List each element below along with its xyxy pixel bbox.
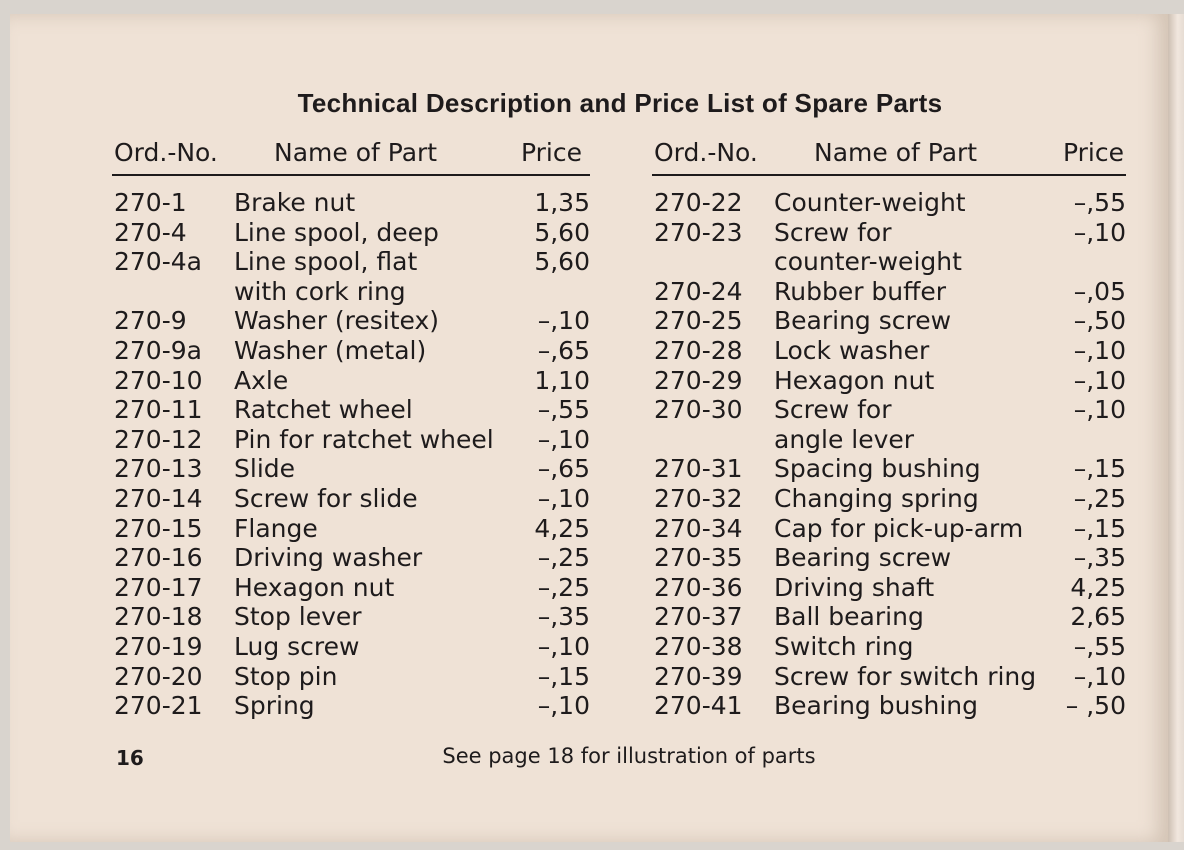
table-header bbox=[112, 136, 590, 176]
part-number: 270-1 bbox=[114, 188, 187, 217]
part-number: 270-17 bbox=[114, 572, 203, 602]
part-name: Cap for pick-up-arm bbox=[774, 513, 1024, 543]
table-row bbox=[652, 662, 1126, 692]
part-name: Axle bbox=[234, 365, 289, 395]
table-row bbox=[112, 662, 590, 692]
part-price: –,65 bbox=[537, 335, 590, 365]
table-row bbox=[652, 543, 1126, 573]
part-price: –,55 bbox=[537, 395, 590, 425]
part-price: –,15 bbox=[1073, 454, 1126, 484]
part-name: Hexagon nut bbox=[774, 365, 935, 395]
part-name: Driving washer bbox=[234, 543, 423, 573]
part-number: 270-34 bbox=[654, 513, 743, 543]
table-row bbox=[112, 691, 590, 721]
part-number: 270-10 bbox=[114, 365, 203, 395]
part-name: Screw for bbox=[774, 395, 892, 425]
header-name-of-part: Name of Part bbox=[274, 138, 438, 167]
part-number: 270-36 bbox=[654, 572, 743, 602]
part-number: 270-38 bbox=[654, 631, 743, 661]
part-number: 270-12 bbox=[114, 424, 203, 454]
part-number: 270-4 bbox=[114, 217, 187, 247]
part-number: 270-29 bbox=[654, 365, 743, 395]
part-name: Bearing screw bbox=[774, 543, 952, 573]
table-row bbox=[652, 632, 1126, 662]
header-price: Price bbox=[1063, 138, 1124, 167]
part-price: –,10 bbox=[1073, 335, 1126, 365]
table-row bbox=[112, 425, 590, 455]
table-row bbox=[112, 247, 590, 277]
part-price: 2,65 bbox=[1070, 602, 1126, 632]
table-row bbox=[652, 247, 1126, 277]
table-row bbox=[652, 366, 1126, 396]
part-name: Ratchet wheel bbox=[234, 395, 413, 425]
part-name: Washer (resitex) bbox=[234, 306, 440, 336]
table-row bbox=[112, 336, 590, 366]
part-price: –,10 bbox=[537, 691, 590, 721]
part-name: Lug screw bbox=[234, 631, 360, 661]
part-price: –,25 bbox=[537, 543, 590, 573]
table-row bbox=[652, 188, 1126, 218]
part-number: 270-13 bbox=[114, 454, 203, 484]
header-price: Price bbox=[521, 138, 582, 167]
table-row bbox=[652, 484, 1126, 514]
part-number: 270-32 bbox=[654, 483, 743, 513]
table-header bbox=[652, 136, 1126, 176]
table-row bbox=[112, 573, 590, 603]
part-number: 270-25 bbox=[654, 306, 743, 336]
table-row bbox=[112, 543, 590, 573]
part-number: 270-39 bbox=[654, 661, 743, 691]
part-number: 270-23 bbox=[654, 217, 743, 247]
footer-note: See page 18 for illustration of parts bbox=[442, 744, 816, 768]
table-row bbox=[652, 514, 1126, 544]
part-number: 270-20 bbox=[114, 661, 203, 691]
part-price: –,10 bbox=[537, 631, 590, 661]
part-price: –,15 bbox=[537, 661, 590, 691]
header-ord-no: Ord.-No. bbox=[654, 138, 758, 167]
part-number: 270-9a bbox=[114, 335, 202, 365]
table-row bbox=[652, 425, 1126, 455]
part-price: 5,60 bbox=[534, 247, 590, 277]
part-price: –,55 bbox=[1073, 188, 1126, 217]
table-row bbox=[652, 336, 1126, 366]
part-name: Bearing bushing bbox=[774, 691, 978, 721]
part-number: 270-35 bbox=[654, 543, 743, 573]
part-name: Flange bbox=[234, 513, 318, 543]
table-row bbox=[652, 573, 1126, 603]
part-name: Hexagon nut bbox=[234, 572, 395, 602]
part-number: 270-19 bbox=[114, 631, 203, 661]
part-price: –,15 bbox=[1073, 513, 1126, 543]
table-row bbox=[112, 484, 590, 514]
table-row bbox=[112, 632, 590, 662]
page-title: Technical Description and Price List of Spare Parts bbox=[297, 88, 943, 118]
table-row bbox=[112, 306, 590, 336]
part-price: –,25 bbox=[1073, 483, 1126, 513]
part-price: –,25 bbox=[537, 572, 590, 602]
table-row bbox=[112, 366, 590, 396]
part-price: –,10 bbox=[1073, 217, 1126, 247]
table-row bbox=[112, 188, 590, 218]
table-row bbox=[112, 454, 590, 484]
header-ord-no: Ord.-No. bbox=[114, 138, 218, 167]
part-name: Washer (metal) bbox=[234, 335, 427, 365]
table-row bbox=[112, 514, 590, 544]
part-number: 270-15 bbox=[114, 513, 203, 543]
table-row bbox=[652, 306, 1126, 336]
parts-table-right bbox=[652, 136, 1126, 721]
part-number: 270-37 bbox=[654, 602, 743, 632]
table-row bbox=[112, 218, 590, 248]
part-price: 4,25 bbox=[1070, 572, 1126, 602]
part-name: Stop pin bbox=[234, 661, 338, 691]
part-price: –,35 bbox=[537, 602, 590, 632]
part-number: 270-18 bbox=[114, 602, 203, 632]
part-price: 4,25 bbox=[534, 513, 590, 543]
part-price: –,10 bbox=[537, 424, 590, 454]
part-name: Pin for ratchet wheel bbox=[234, 424, 494, 454]
part-number: 270-11 bbox=[114, 395, 203, 425]
part-name: Brake nut bbox=[234, 188, 356, 217]
part-number: 270-24 bbox=[654, 276, 743, 306]
part-number: 270-30 bbox=[654, 395, 743, 425]
table-row bbox=[112, 277, 590, 307]
part-number: 270-14 bbox=[114, 483, 203, 513]
part-number: 270-21 bbox=[114, 691, 203, 721]
parts-rows-left bbox=[112, 188, 590, 721]
part-price: – ,50 bbox=[1065, 691, 1126, 721]
part-name: Spacing bushing bbox=[774, 454, 981, 484]
part-name: Changing spring bbox=[774, 483, 979, 513]
header-name-of-part: Name of Part bbox=[814, 138, 978, 167]
part-price: –,10 bbox=[1073, 395, 1126, 425]
part-name: angle lever bbox=[774, 424, 915, 454]
table-row bbox=[652, 454, 1126, 484]
part-price: –,10 bbox=[1073, 661, 1126, 691]
part-name: with cork ring bbox=[234, 276, 406, 306]
table-row bbox=[652, 602, 1126, 632]
part-name: Bearing screw bbox=[774, 306, 952, 336]
part-price: –,10 bbox=[1073, 365, 1126, 395]
part-name: Spring bbox=[234, 691, 315, 721]
part-name: Driving shaft bbox=[774, 572, 935, 602]
part-name: Screw for bbox=[774, 217, 892, 247]
booklet-spine bbox=[1168, 14, 1184, 842]
part-number: 270-4a bbox=[114, 247, 202, 277]
part-price: 5,60 bbox=[534, 217, 590, 247]
part-number: 270-31 bbox=[654, 454, 743, 484]
part-name: Screw for slide bbox=[234, 483, 418, 513]
part-price: –,65 bbox=[537, 454, 590, 484]
part-number: 270-16 bbox=[114, 543, 203, 573]
table-row bbox=[112, 395, 590, 425]
part-name: Line spool, deep bbox=[234, 217, 439, 247]
part-price: –,05 bbox=[1073, 276, 1126, 306]
part-number: 270-9 bbox=[114, 306, 187, 336]
part-name: Rubber buffer bbox=[774, 276, 947, 306]
part-name: Switch ring bbox=[774, 631, 914, 661]
part-price: –,10 bbox=[537, 306, 590, 336]
part-price: –,50 bbox=[1073, 306, 1126, 336]
part-number: 270-28 bbox=[654, 335, 743, 365]
part-name: Slide bbox=[234, 454, 296, 484]
parts-rows-right bbox=[652, 188, 1126, 721]
part-name: counter-weight bbox=[774, 247, 962, 277]
part-name: Line spool, flat bbox=[234, 247, 418, 277]
part-price: 1,10 bbox=[534, 365, 590, 395]
part-name: Screw for switch ring bbox=[774, 661, 1037, 691]
table-row bbox=[652, 395, 1126, 425]
table-row bbox=[112, 602, 590, 632]
part-number: 270-41 bbox=[654, 691, 743, 721]
page-number: 16 bbox=[116, 746, 144, 770]
part-name: Lock washer bbox=[774, 335, 930, 365]
parts-table-left bbox=[112, 136, 590, 721]
part-name: Counter-weight bbox=[774, 188, 966, 217]
table-row bbox=[652, 277, 1126, 307]
part-name: Stop lever bbox=[234, 602, 362, 632]
part-price: –,55 bbox=[1073, 631, 1126, 661]
part-number: 270-22 bbox=[654, 188, 743, 217]
part-price: 1,35 bbox=[534, 188, 590, 217]
part-price: –,35 bbox=[1073, 543, 1126, 573]
part-name: Ball bearing bbox=[774, 602, 924, 632]
part-price: –,10 bbox=[537, 483, 590, 513]
table-row bbox=[652, 691, 1126, 721]
table-row bbox=[652, 218, 1126, 248]
